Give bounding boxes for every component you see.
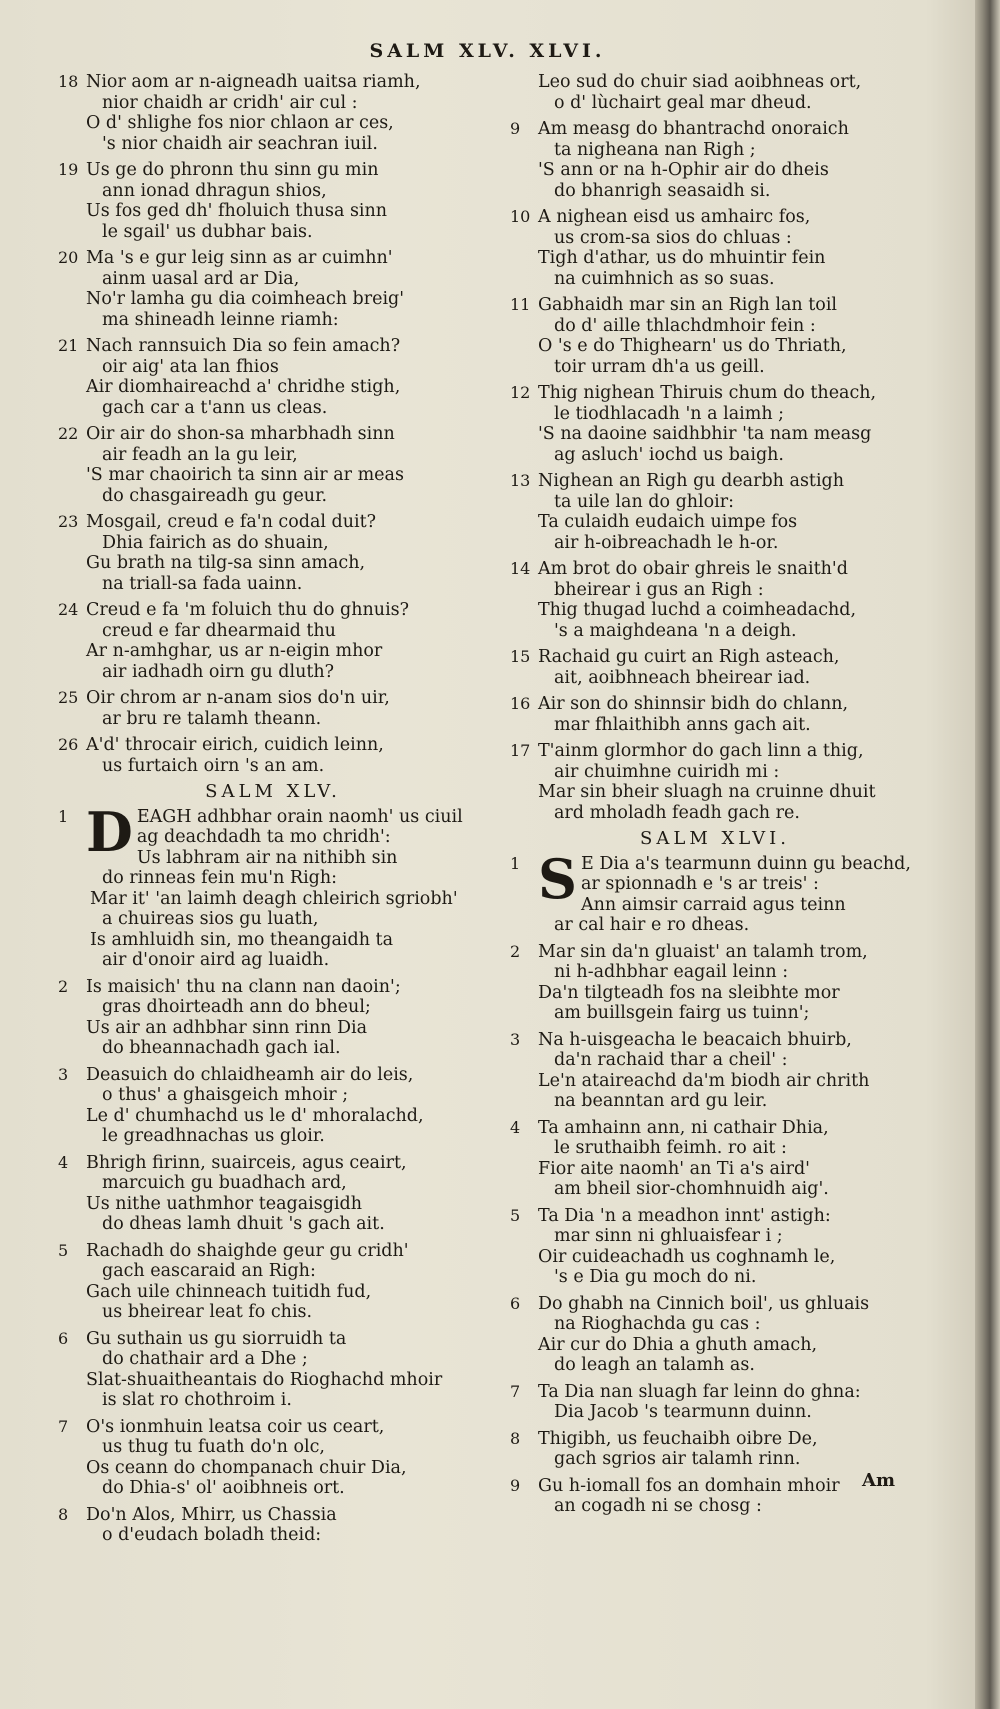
verse-number: 1 (510, 853, 521, 873)
verse-line: T'ainm glormhor do gach linn a thig, (538, 741, 864, 761)
verse-number: 5 (58, 1240, 69, 1260)
verse-line: Ma 's e gur leig sinn as ar cuimhn' (86, 248, 393, 268)
verse-line: Mar it' 'an laimh deagh chleirich sgriobh' (90, 888, 458, 909)
verse-number: 2 (510, 941, 521, 961)
verse-line: Air son do shinnsir bidh do chlann, (538, 694, 849, 714)
verse-line: 'S ann or na h-Ophir air do dheis (538, 160, 829, 180)
verse-line: A'd' throcair eirich, cuidich leinn, (86, 735, 384, 755)
verse-line: do dheas lamh dhuit 's gach ait. (102, 1214, 385, 1234)
verse-line: O 's e do Thighearn' us do Thriath, (538, 336, 847, 356)
drop-capital: S (538, 846, 577, 911)
verse-line: is slat ro chothroim i. (102, 1390, 292, 1410)
verse-number: 2 (58, 976, 69, 996)
verse-line: us bheirear leat fo chis. (102, 1302, 313, 1322)
verse-line: Am measg do bhantrachd onoraich (538, 119, 849, 139)
verse (510, 942, 920, 1024)
verse-line: E Dia a's tearmunn duinn gu beachd, (581, 853, 911, 874)
verse-line: na triall-sa fada uainn. (102, 573, 303, 594)
verse-line: Gu brath na tilg-sa sinn amach, (86, 553, 366, 573)
verse-number: 10 (510, 207, 531, 226)
verse-line: do bheannachadh gach ial. (102, 1038, 341, 1058)
verse-line: air chuimhne cuiridh mi : (554, 761, 780, 782)
verse-line: am buillsgein fairg us tuinn'; (554, 1003, 810, 1023)
verse-line: 's nior chaidh air seachran iuil. (102, 133, 378, 154)
verse-line: gach car a t'ann us cleas. (102, 397, 328, 418)
verse-line: Us fos ged dh' fholuich thusa sinn (86, 201, 388, 221)
verse (58, 336, 488, 418)
verse-line: Nach rannsuich Dia so fein amach? (86, 336, 401, 356)
verse-number: 8 (58, 1504, 69, 1524)
verse-line: No'r lamha gu dia coimheach breig' (86, 289, 405, 309)
verse (58, 160, 488, 242)
verse-line: O d' shlighe fos nior chlaon ar ces, (86, 113, 394, 133)
verse-line: Thig thugad luchd a coimheadachd, (538, 600, 857, 620)
verse-line: Thig nighean Thiruis chum do theach, (538, 383, 877, 403)
verse-line: ta nigheana nan Righ ; (554, 139, 756, 160)
psalm-title: SALM XLVI. (640, 828, 790, 849)
verse (510, 1118, 920, 1200)
verse-number: 3 (510, 1029, 521, 1049)
verse-number: 14 (510, 559, 531, 578)
verse-line: gras dhoirteadh ann do bheul; (102, 997, 371, 1017)
verse-line: Oir cuideachadh us coghnamh le, (538, 1246, 836, 1267)
verse (58, 1505, 488, 1546)
verse-line: 's a maighdeana 'n a deigh. (554, 620, 797, 641)
verse (510, 1294, 920, 1376)
verse-line: Gabhaidh mar sin an Righ lan toil (538, 295, 838, 315)
verse-line: Tigh d'athar, us do mhuintir fein (538, 248, 826, 268)
verse-line: O's ionmhuin leatsa coir us ceart, (86, 1416, 385, 1437)
verse-line: na cuimhnich as so suas. (554, 268, 775, 289)
verse-line: Rachaid gu cuirt an Righ asteach, (538, 647, 840, 667)
verse-line: Dhia fairich as do shuain, (102, 532, 329, 553)
verse-line: oir aig' ata lan fhios (102, 356, 279, 377)
verse-line: do bhanrigh seasaidh si. (554, 180, 771, 201)
verse-line: Ar n-amhghar, us ar n-eigin mhor (86, 641, 383, 661)
verse-number: 21 (58, 336, 79, 355)
verse-number: 4 (510, 1117, 521, 1137)
verse-first (510, 846, 920, 936)
verse-line: Rachadh do shaighde geur gu cridh' (86, 1240, 409, 1261)
verse-number: 23 (58, 512, 79, 531)
verse-line: Da'n tilgteadh fos na sleibhte mor (538, 982, 840, 1003)
verse-line: air h-oibreachadh le h-or. (554, 532, 779, 553)
verse (510, 295, 920, 377)
verse-line: Is maisich' thu na clann nan daoin'; (86, 976, 401, 997)
verse-line: marcuich gu buadhach ard, (102, 1173, 347, 1193)
verse-line: Dia Jacob 's tearmunn duinn. (554, 1402, 812, 1422)
verse-line: o d' lùchairt geal mar dheud. (554, 92, 812, 113)
verse-line: Nighean an Righ gu dearbh astigh (538, 471, 845, 491)
verse-line: le sgail' us dubhar bais. (102, 221, 313, 242)
verse-line: us crom-sa sios do chluas : (554, 227, 792, 248)
verse-number: 22 (58, 424, 79, 443)
verse-line: gach sgrios air talamh rinn. (554, 1449, 801, 1469)
verse-line: ar spionnadh e 's ar treis' : (581, 874, 819, 894)
verse-line: Ta Dia 'n a meadhon innt' astigh: (538, 1205, 831, 1226)
verse-line: Creud e fa 'm foluich thu do ghnuis? (86, 600, 410, 620)
verse-line: A nighean eisd us amhairc fos, (538, 207, 811, 227)
verse-line: Oir chrom ar n-anam sios do'n uir, (86, 688, 390, 708)
verse-line: Thigibh, us feuchaibh oibre De, (538, 1428, 818, 1449)
verse-line: Deasuich do chlaidheamh air do leis, (86, 1064, 414, 1085)
verse-line: Fior aite naomh' an Ti a's aird' (538, 1158, 810, 1179)
verse-line: Air cur do Dhia a ghuth amach, (538, 1334, 818, 1355)
verse (510, 119, 920, 201)
verse (510, 207, 920, 289)
verse-line: do leagh an talamh as. (554, 1355, 755, 1375)
verse (510, 1206, 920, 1288)
verse (58, 512, 488, 594)
verse-line: Le'n ataireachd da'm biodh air chrith (538, 1070, 870, 1091)
verse-number: 18 (58, 72, 79, 91)
verse-line: do chasgaireadh gu geur. (102, 485, 328, 506)
verse-line: Gach uile chinneach tuitidh fud, (86, 1281, 372, 1302)
verse-line: ard mholadh feadh gach re. (554, 802, 800, 823)
verse-line: Gu suthain us gu siorruidh ta (86, 1328, 347, 1349)
verse-line: Ann aimsir carraid agus teinn (581, 894, 846, 915)
verse-number: 12 (510, 383, 531, 402)
left-column (58, 72, 488, 1552)
verse (510, 559, 920, 641)
verse-number: 1 (58, 806, 69, 826)
verse (58, 688, 488, 729)
verse-line: gach eascaraid an Righ: (102, 1261, 316, 1281)
verse-line: Ta culaidh eudaich uimpe fos (538, 512, 798, 532)
verse-line: us furtaich oirn 's an am. (102, 755, 325, 776)
verse-line: o thus' a ghaisgeich mhoir ; (102, 1085, 349, 1105)
verse-line: le greadhnachas us gloir. (102, 1126, 325, 1146)
verse-line: ag deachdadh ta mo chridh': (136, 827, 391, 847)
verse-line: Slat-shuaitheantais do Rioghachd mhoir (86, 1369, 443, 1390)
verse-line: toir urram dh'a us geill. (554, 356, 765, 377)
verse-number: 6 (58, 1328, 69, 1348)
verse-line: ainm uasal ard ar Dia, (102, 268, 300, 289)
verse-line: Oir air do shon-sa mharbhadh sinn (86, 424, 395, 444)
drop-capital: D (86, 799, 133, 864)
verse-number: 25 (58, 688, 79, 707)
verse (58, 1065, 488, 1147)
verse-line: do rinneas fein mu'n Righ: (102, 868, 338, 888)
verse-number: 9 (510, 1475, 521, 1495)
verse-line: 'S mar chaoirich ta sinn air ar meas (86, 465, 404, 485)
verse (58, 1153, 488, 1235)
verse (510, 1030, 920, 1112)
verse-line: Leo sud do chuir siad aoibhneas ort, (538, 72, 862, 92)
verse-number: 9 (510, 119, 521, 138)
verse-line: Na h-uisgeacha le beacaich bhuirb, (538, 1029, 852, 1050)
verse-line: le sruthaibh feimh. ro ait : (554, 1138, 787, 1158)
verse-number: 17 (510, 741, 531, 760)
verse-line: EAGH adhbhar orain naomh' us ciuil (136, 806, 463, 827)
verse (58, 1329, 488, 1411)
verse-line: do chathair ard a Dhe ; (102, 1349, 308, 1369)
verse-line: Do'n Alos, Mhirr, us Chassia (86, 1504, 337, 1525)
verse-line: Nior aom ar n-aigneadh uaitsa riamh, (86, 72, 421, 92)
verse (58, 424, 488, 506)
verse-line: ann ionad dhragun shios, (102, 180, 327, 201)
verse-line: 's e Dia gu moch do ni. (554, 1267, 757, 1287)
verse-first (58, 799, 488, 971)
verse-line: na beanntan ard gu leir. (554, 1091, 768, 1111)
verse-line: air d'onoir aird ag luaidh. (102, 950, 330, 970)
verse-line: ar cal hair e ro dheas. (554, 915, 750, 935)
verse-number: 24 (58, 600, 79, 619)
verse (58, 1241, 488, 1323)
verse (58, 735, 488, 776)
page-header: SALM XLV. XLVI. (369, 40, 606, 62)
verse-line: Us ge do phronn thu sinn gu min (86, 160, 379, 180)
verse-line: Us air an adhbhar sinn rinn Dia (86, 1017, 368, 1038)
verse-line: ar bru re talamh theann. (102, 708, 322, 729)
verse (58, 977, 488, 1059)
verse-number: 20 (58, 248, 79, 267)
verse-line: le tiodhlacadh 'n a laimh ; (554, 403, 785, 424)
verse (510, 694, 920, 735)
verse-number: 7 (58, 1416, 69, 1436)
verse-number: 4 (58, 1152, 69, 1172)
right-column (510, 72, 920, 1523)
verse-line: mar sinn ni ghluaisfear i ; (554, 1226, 783, 1246)
verse-line: Us labhram air na nithibh sin (136, 847, 398, 868)
verse-line: ni h-adhbhar eagail leinn : (554, 962, 789, 982)
verse-line: a chuireas sios gu luath, (102, 909, 319, 929)
verse-number: 8 (510, 1428, 521, 1448)
verse-line: do Dhia-s' ol' aoibhneis ort. (102, 1478, 345, 1498)
verse (510, 471, 920, 553)
verse-line: Mosgail, creud e fa'n codal duit? (86, 512, 377, 532)
verse-line: o d'eudach boladh theid: (102, 1525, 322, 1545)
verse-line: ta uile lan do ghloir: (554, 491, 735, 512)
verse-line: ma shineadh leinne riamh: (102, 309, 339, 330)
verse-line: air feadh an la gu leir, (102, 444, 298, 465)
verse (510, 72, 920, 113)
verse-line: da'n rachaid thar a cheil' : (554, 1050, 788, 1070)
verse-line: Am brot do obair ghreis le snaith'd (538, 559, 848, 579)
verse-line: air iadhadh oirn gu dluth? (102, 661, 335, 682)
verse-number: 3 (58, 1064, 69, 1084)
verse (510, 647, 920, 688)
verse-line: am bheil sior-chomhnuidh aig'. (554, 1179, 829, 1199)
verse (58, 1417, 488, 1499)
verse (510, 1382, 920, 1423)
verse-line: do d' aille thlachdmhoir fein : (554, 315, 816, 336)
verse-line: Ta Dia nan sluagh far leinn do ghna: (538, 1381, 861, 1402)
verse (510, 1476, 920, 1517)
book-spine (975, 0, 1000, 1709)
catchword: Am (861, 1470, 895, 1491)
verse-line: na Rioghachda gu cas : (554, 1314, 761, 1334)
psalm-title: SALM XLV. (205, 781, 341, 802)
verse-line: Mar sin bheir sluagh na cruinne dhuit (538, 782, 876, 802)
verse-line: ag asluch' iochd us baigh. (554, 444, 784, 465)
verse-line: creud e far dhearmaid thu (102, 620, 336, 641)
verse (58, 72, 488, 154)
verse-line: 'S na daoine saidhbhir 'ta nam measg (538, 424, 872, 444)
verse-number: 19 (58, 160, 79, 179)
verse-number: 6 (510, 1293, 521, 1313)
verse-number: 7 (510, 1381, 521, 1401)
verse-line: Os ceann do chompanach chuir Dia, (86, 1457, 407, 1478)
verse (58, 248, 488, 330)
verse-line: Do ghabh na Cinnich boil', us ghluais (538, 1293, 870, 1314)
verse-number: 16 (510, 694, 531, 713)
verse-number: 13 (510, 471, 531, 490)
verse-line: bheirear i gus an Righ : (554, 579, 764, 600)
verse-line: Mar sin da'n gluaist' an talamh trom, (538, 941, 868, 962)
verse-line: Us nithe uathmhor teagaisgidh (86, 1193, 363, 1214)
verse-number: 11 (510, 295, 531, 314)
verse-line: Gu h-iomall fos an domhain mhoir (538, 1475, 840, 1496)
verse (510, 1429, 920, 1470)
verse-line: ait, aoibhneach bheirear iad. (554, 667, 811, 688)
verse-line: us thug tu fuath do'n olc, (102, 1437, 325, 1457)
verse (510, 741, 920, 823)
verse-number: 5 (510, 1205, 521, 1225)
verse-line: mar fhlaithibh anns gach ait. (554, 714, 811, 735)
verse (510, 383, 920, 465)
verse-number: 15 (510, 647, 531, 666)
verse-line: nior chaidh ar cridh' air cul : (102, 92, 358, 113)
verse-line: Is amhluidh sin, mo theangaidh ta (90, 929, 394, 950)
verse-line: Le d' chumhachd us le d' mhoralachd, (86, 1105, 424, 1126)
verse-line: Air diomhaireachd a' chridhe stigh, (86, 377, 401, 397)
verse-line: Ta amhainn ann, ni cathair Dhia, (538, 1117, 829, 1138)
verse (58, 600, 488, 682)
verse-line: an cogadh ni se chosg : (554, 1496, 762, 1516)
verse-number: 26 (58, 735, 79, 754)
verse-line: Bhrigh firinn, suairceis, agus ceairt, (86, 1152, 407, 1173)
